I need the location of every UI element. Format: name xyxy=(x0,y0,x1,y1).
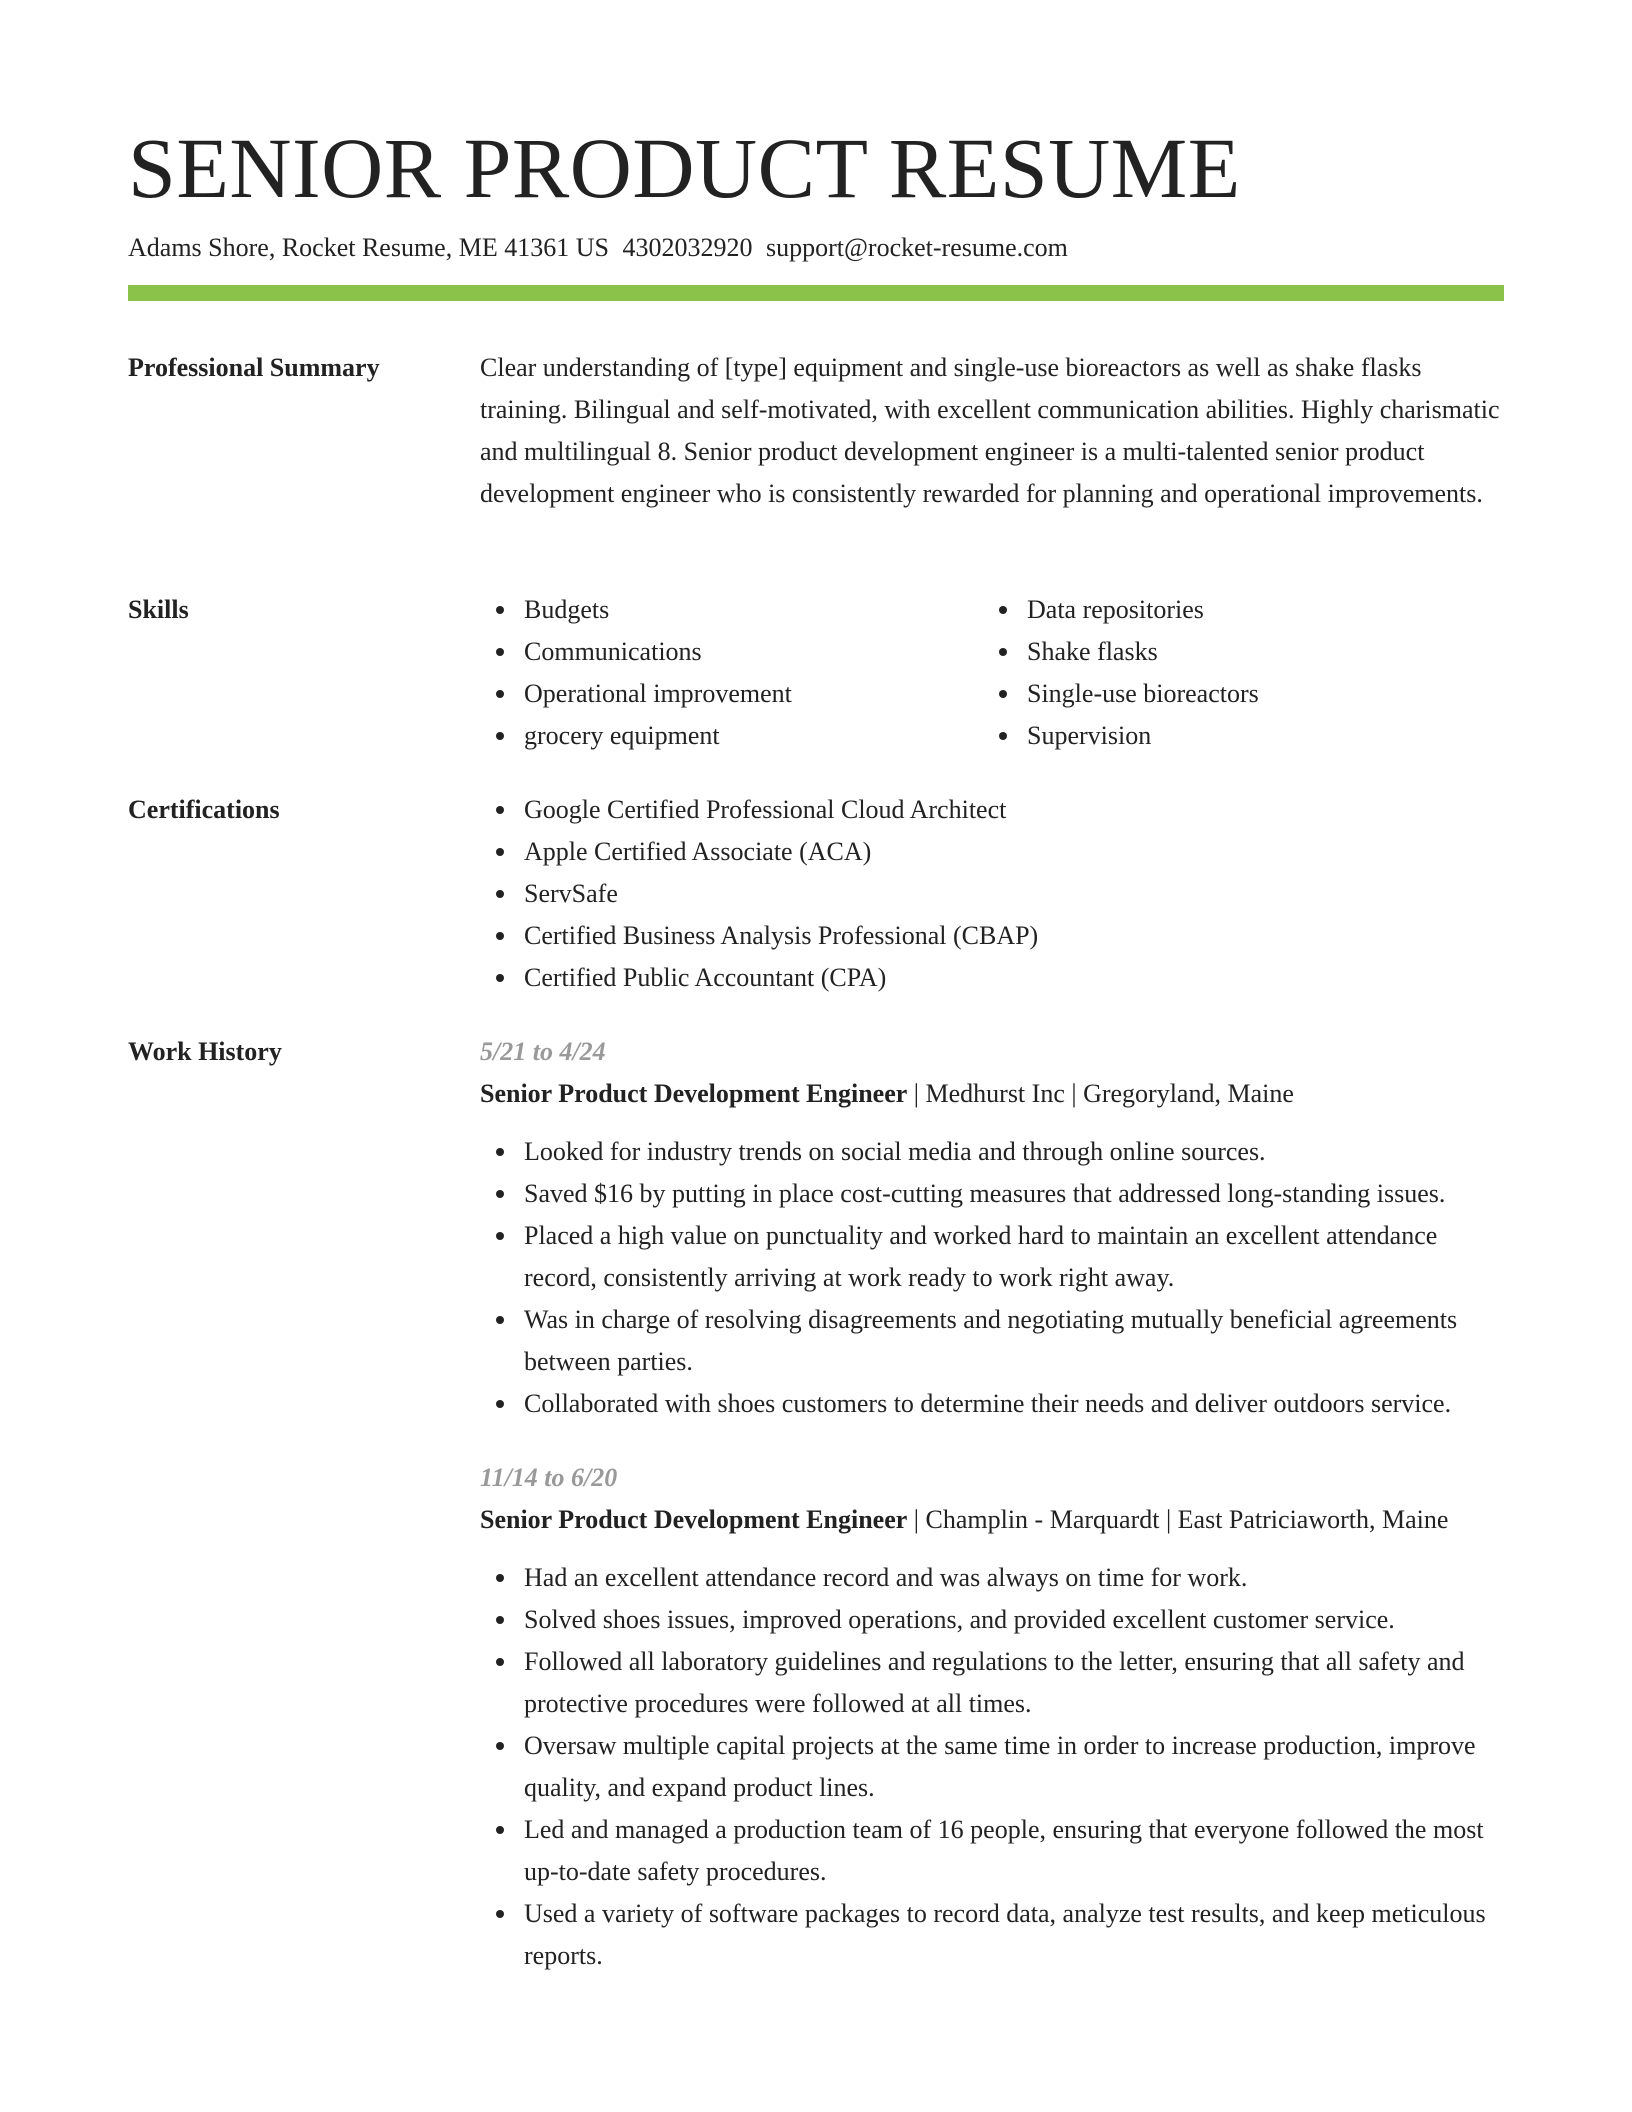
job-heading xyxy=(480,1499,1504,1541)
job-bullet: Saved $16 by putting in place cost-cutting measures that addressed long-standing issues. xyxy=(480,1173,1504,1215)
job-bullets xyxy=(480,1557,1504,1977)
certifications-heading: Certifications xyxy=(128,795,280,824)
certifications-list xyxy=(480,789,1504,999)
summary-body xyxy=(480,347,1504,515)
work-history-heading: Work History xyxy=(128,1037,282,1066)
job-entry xyxy=(480,1457,1504,1977)
skills-list-left xyxy=(480,589,983,757)
job-company-location: | Champlin - Marquardt | East Patriciaworth, Maine xyxy=(907,1505,1449,1534)
job-title: Senior Product Development Engineer xyxy=(480,1079,908,1108)
certification-item: Certified Public Accountant (CPA) xyxy=(480,957,1504,999)
certification-item: Apple Certified Associate (ACA) xyxy=(480,831,1504,873)
skill-item: Supervision xyxy=(983,715,1486,757)
contact-line xyxy=(128,230,1068,266)
job-bullets xyxy=(480,1131,1504,1425)
resume-title: SENIOR PRODUCT RESUME xyxy=(128,120,1241,216)
certification-item: Google Certified Professional Cloud Architect xyxy=(480,789,1504,831)
contact-address: Adams Shore, Rocket Resume, ME 41361 US xyxy=(128,233,609,262)
job-dates: 11/14 to 6/20 xyxy=(480,1463,618,1492)
certifications-body xyxy=(480,789,1504,999)
skill-item: Single-use bioreactors xyxy=(983,673,1486,715)
job-heading xyxy=(480,1073,1504,1115)
summary-heading: Professional Summary xyxy=(128,353,380,382)
job-title: Senior Product Development Engineer xyxy=(480,1505,908,1534)
skill-item: grocery equipment xyxy=(480,715,983,757)
certification-item: ServSafe xyxy=(480,873,1504,915)
certification-item: Certified Business Analysis Professional (CBAP) xyxy=(480,915,1504,957)
job-bullet: Looked for industry trends on social media and through online sources. xyxy=(480,1131,1504,1173)
job-bullet: Used a variety of software packages to record data, analyze test results, and keep meticulous reports. xyxy=(480,1893,1504,1977)
contact-phone: 4302032920 xyxy=(622,233,753,262)
job-bullet: Solved shoes issues, improved operations, and provided excellent customer service. xyxy=(480,1599,1504,1641)
job-bullet: Oversaw multiple capital projects at the same time in order to increase production, improve quality, and expand product lines. xyxy=(480,1725,1504,1809)
skill-item: Operational improvement xyxy=(480,673,983,715)
skill-item: Shake flasks xyxy=(983,631,1486,673)
job-bullet: Collaborated with shoes customers to determine their needs and deliver outdoors service. xyxy=(480,1383,1504,1425)
job-company-location: | Medhurst Inc | Gregoryland, Maine xyxy=(907,1079,1294,1108)
work-history-body xyxy=(480,1031,1504,1977)
skill-item: Budgets xyxy=(480,589,983,631)
job-bullet: Followed all laboratory guidelines and regulations to the letter, ensuring that all safety and protective procedures were followed at all times. xyxy=(480,1641,1504,1725)
job-bullet: Had an excellent attendance record and was always on time for work. xyxy=(480,1557,1504,1599)
accent-divider xyxy=(128,285,1504,301)
skills-list-right xyxy=(983,589,1486,757)
skills-heading: Skills xyxy=(128,595,189,624)
skills-body xyxy=(480,589,1504,757)
job-bullet: Placed a high value on punctuality and worked hard to maintain an excellent attendance record, consistently arriving at work ready to work right away. xyxy=(480,1215,1504,1299)
contact-email: support@rocket-resume.com xyxy=(765,233,1068,262)
job-entry xyxy=(480,1031,1504,1425)
job-dates: 5/21 to 4/24 xyxy=(480,1037,606,1066)
job-bullet: Was in charge of resolving disagreements and negotiating mutually beneficial agreements between parties. xyxy=(480,1299,1504,1383)
summary-text: Clear understanding of [type] equipment and single-use bioreactors as well as shake flasks training. Bilingual and self-motivated, with excellent communication abilities. Highly charismatic and multilingual 8. Senior product development engineer is a multi-talented senior product development engineer who is consistently rewarded for planning and operational improvements. xyxy=(480,353,1500,508)
skill-item: Data repositories xyxy=(983,589,1486,631)
skill-item: Communications xyxy=(480,631,983,673)
job-bullet: Led and managed a production team of 16 people, ensuring that everyone followed the most up-to-date safety procedures. xyxy=(480,1809,1504,1893)
